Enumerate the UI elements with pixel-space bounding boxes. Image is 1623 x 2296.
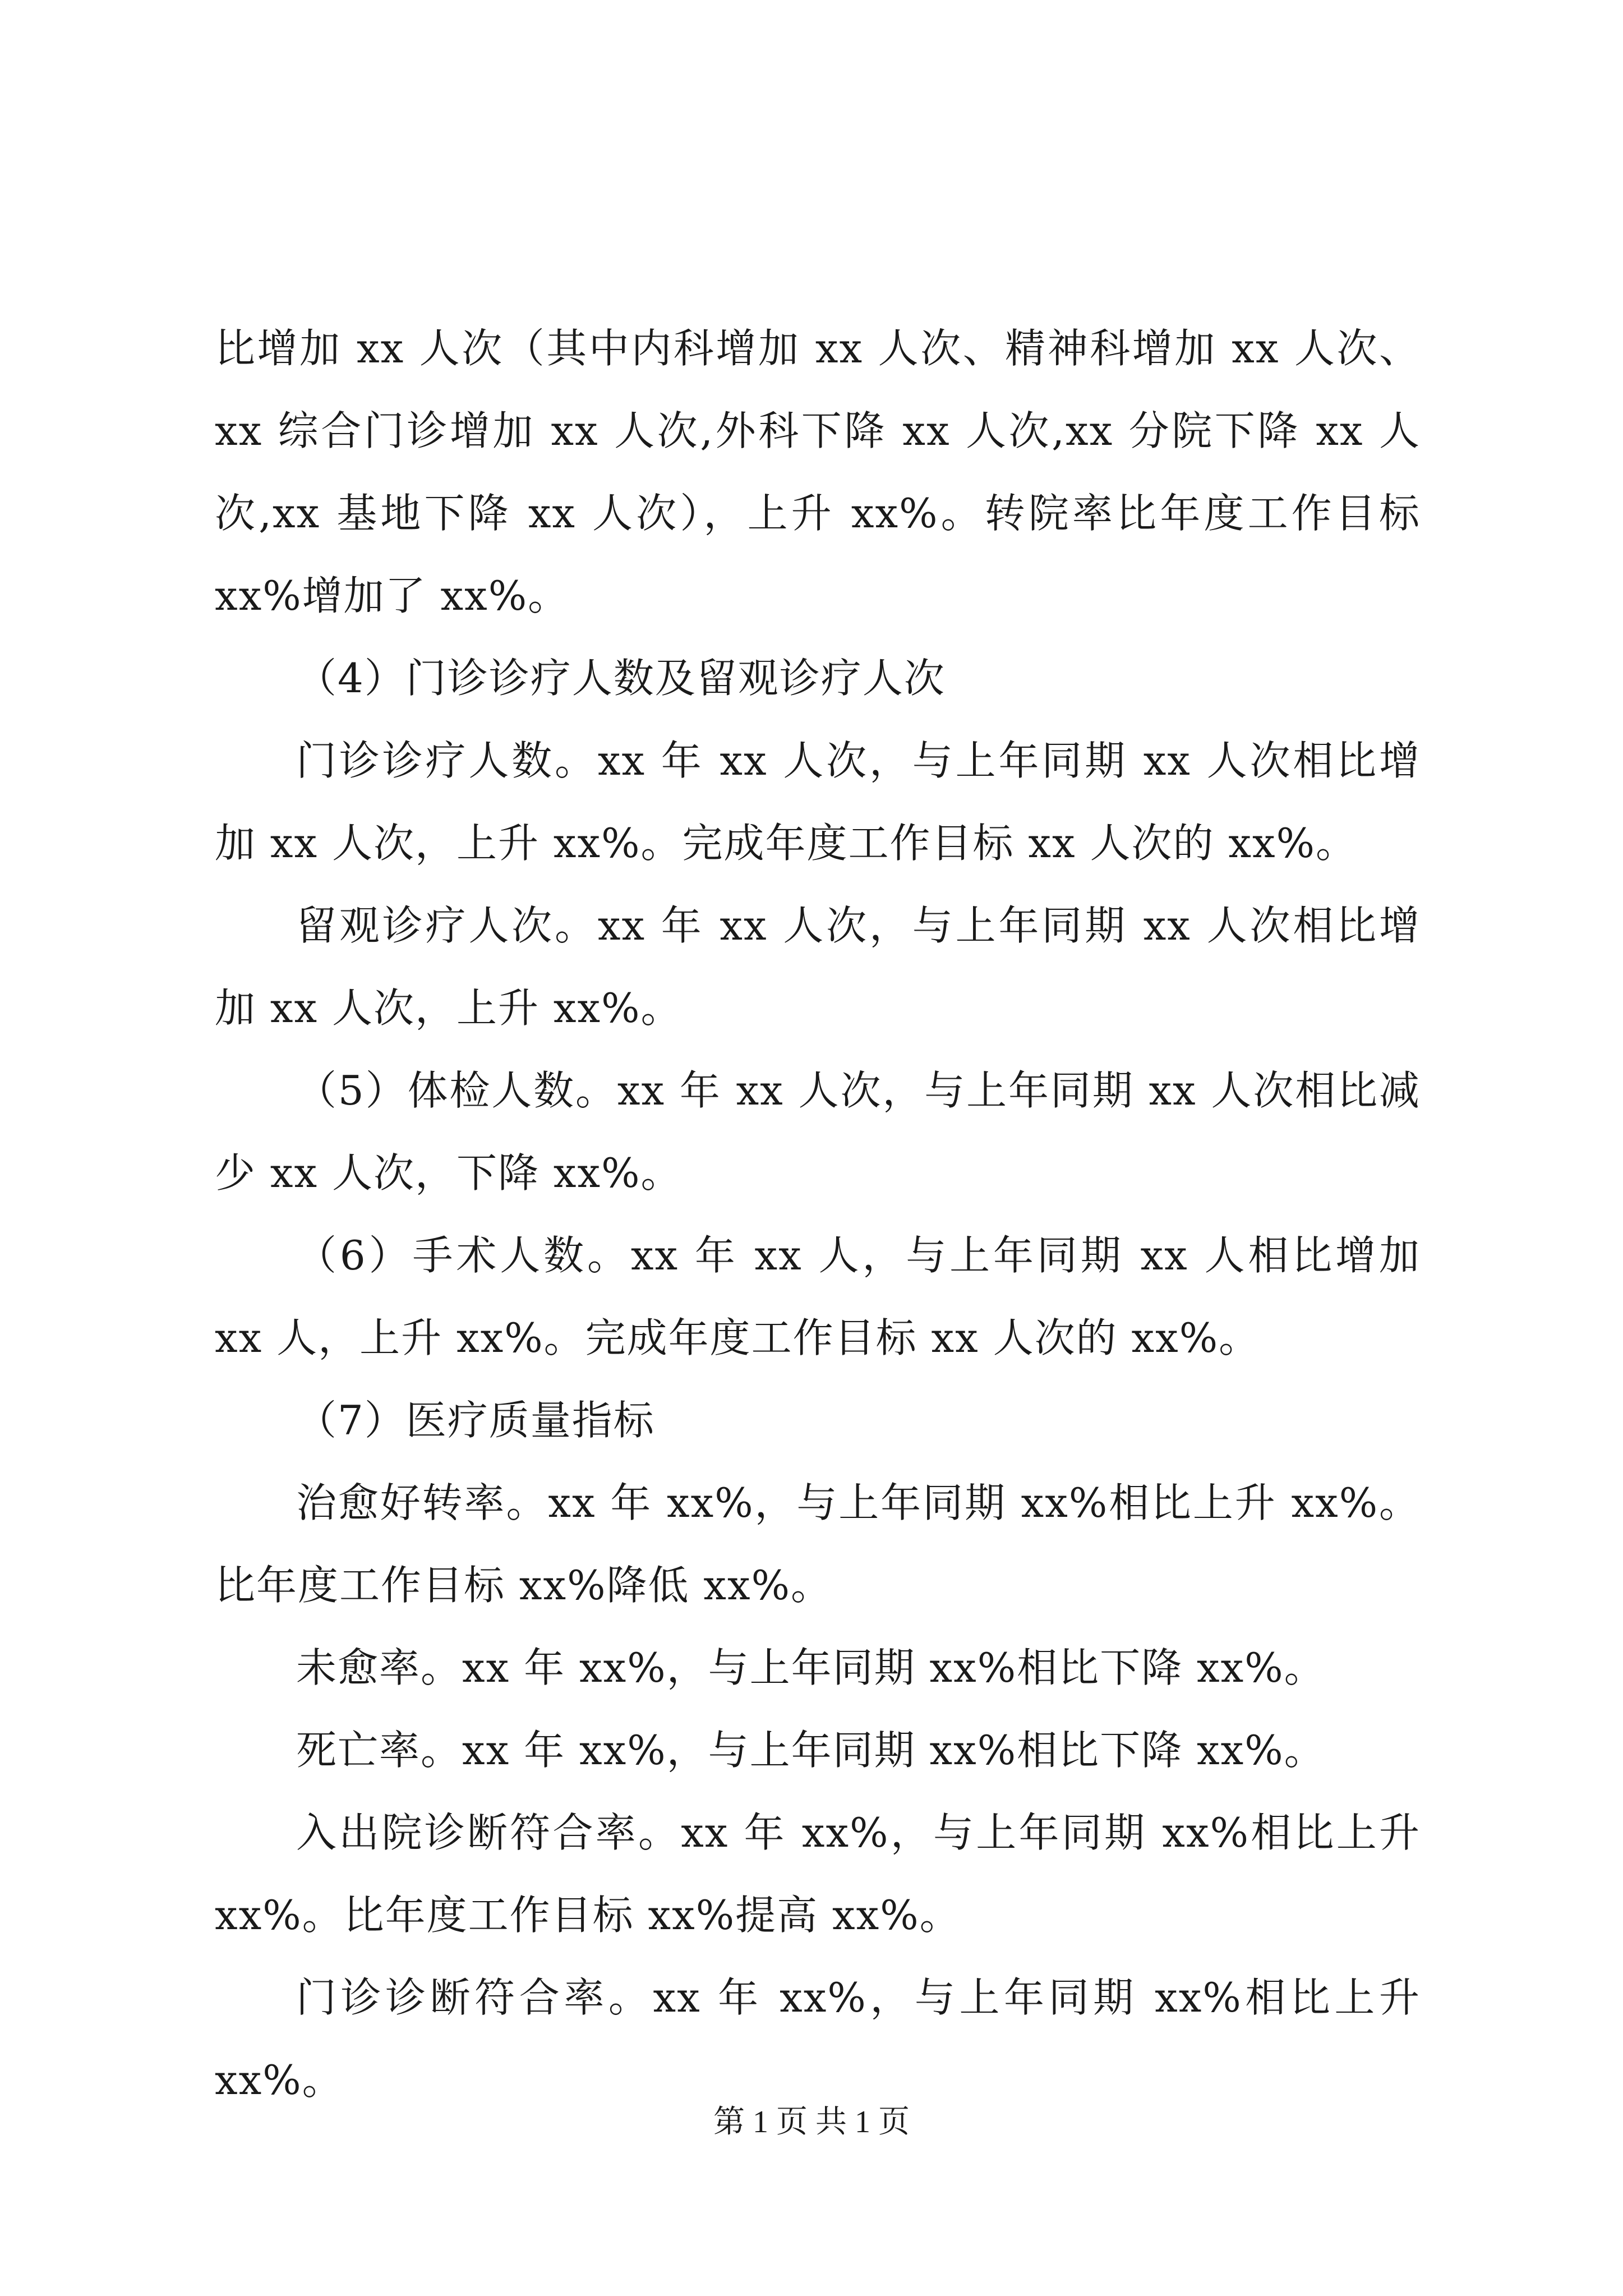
page-footer: 第 1 页 共 1 页 <box>713 2105 910 2139</box>
paragraph-outpatient-diagnosis: 门诊诊断符合率。xx 年 xx%，与上年同期 xx%相比上升 xx%。 <box>215 1974 1421 2104</box>
paragraph-outpatient-count: 门诊诊疗人数。xx 年 xx 人次，与上年同期 xx 人次相比增加 xx 人次，上升 xx%。完成年度工作目标 xx 人次的 xx%。 <box>215 737 1421 867</box>
paragraph-admission-diagnosis: 入出院诊断符合率。xx 年 xx%，与上年同期 xx%相比上升 xx%。比年度工作目标 xx%提高 xx%。 <box>215 1809 1421 1939</box>
paragraph-observation-count: 留观诊疗人次。xx 年 xx 人次，与上年同期 xx 人次相比增加 xx 人次，上升 xx%。 <box>215 902 1421 1032</box>
paragraph-continued: 比增加 xx 人次（其中内科增加 xx 人次、精神科增加 xx 人次、xx 综合门诊增加 xx 人次,外科下降 xx 人次,xx 分院下降 xx 人次,xx 基地下降 xx 人次），上升 xx%。转院率比年度工作目标 xx%增加了 xx%。 <box>215 325 1421 619</box>
paragraph-cure-rate: 治愈好转率。xx 年 xx%，与上年同期 xx%相比上升 xx%。比年度工作目标 xx%降低 xx%。 <box>215 1479 1421 1609</box>
paragraph-mortality-rate: 死亡率。xx 年 xx%，与上年同期 xx%相比下降 xx%。 <box>296 1727 1326 1774</box>
document-body <box>215 307 1421 2122</box>
section-heading-outpatient: （4）门诊诊疗人数及留观诊疗人次 <box>296 655 946 702</box>
section-heading-quality: （7）医疗质量指标 <box>296 1397 655 1444</box>
paragraph-physical-exam: （5）体检人数。xx 年 xx 人次，与上年同期 xx 人次相比减少 xx 人次，下降 xx%。 <box>215 1067 1421 1197</box>
paragraph-uncured-rate: 未愈率。xx 年 xx%，与上年同期 xx%相比下降 xx%。 <box>296 1644 1326 1691</box>
paragraph-surgery-count: （6）手术人数。xx 年 xx 人，与上年同期 xx 人相比增加 xx 人，上升 xx%。完成年度工作目标 xx 人次的 xx%。 <box>215 1232 1421 1361</box>
